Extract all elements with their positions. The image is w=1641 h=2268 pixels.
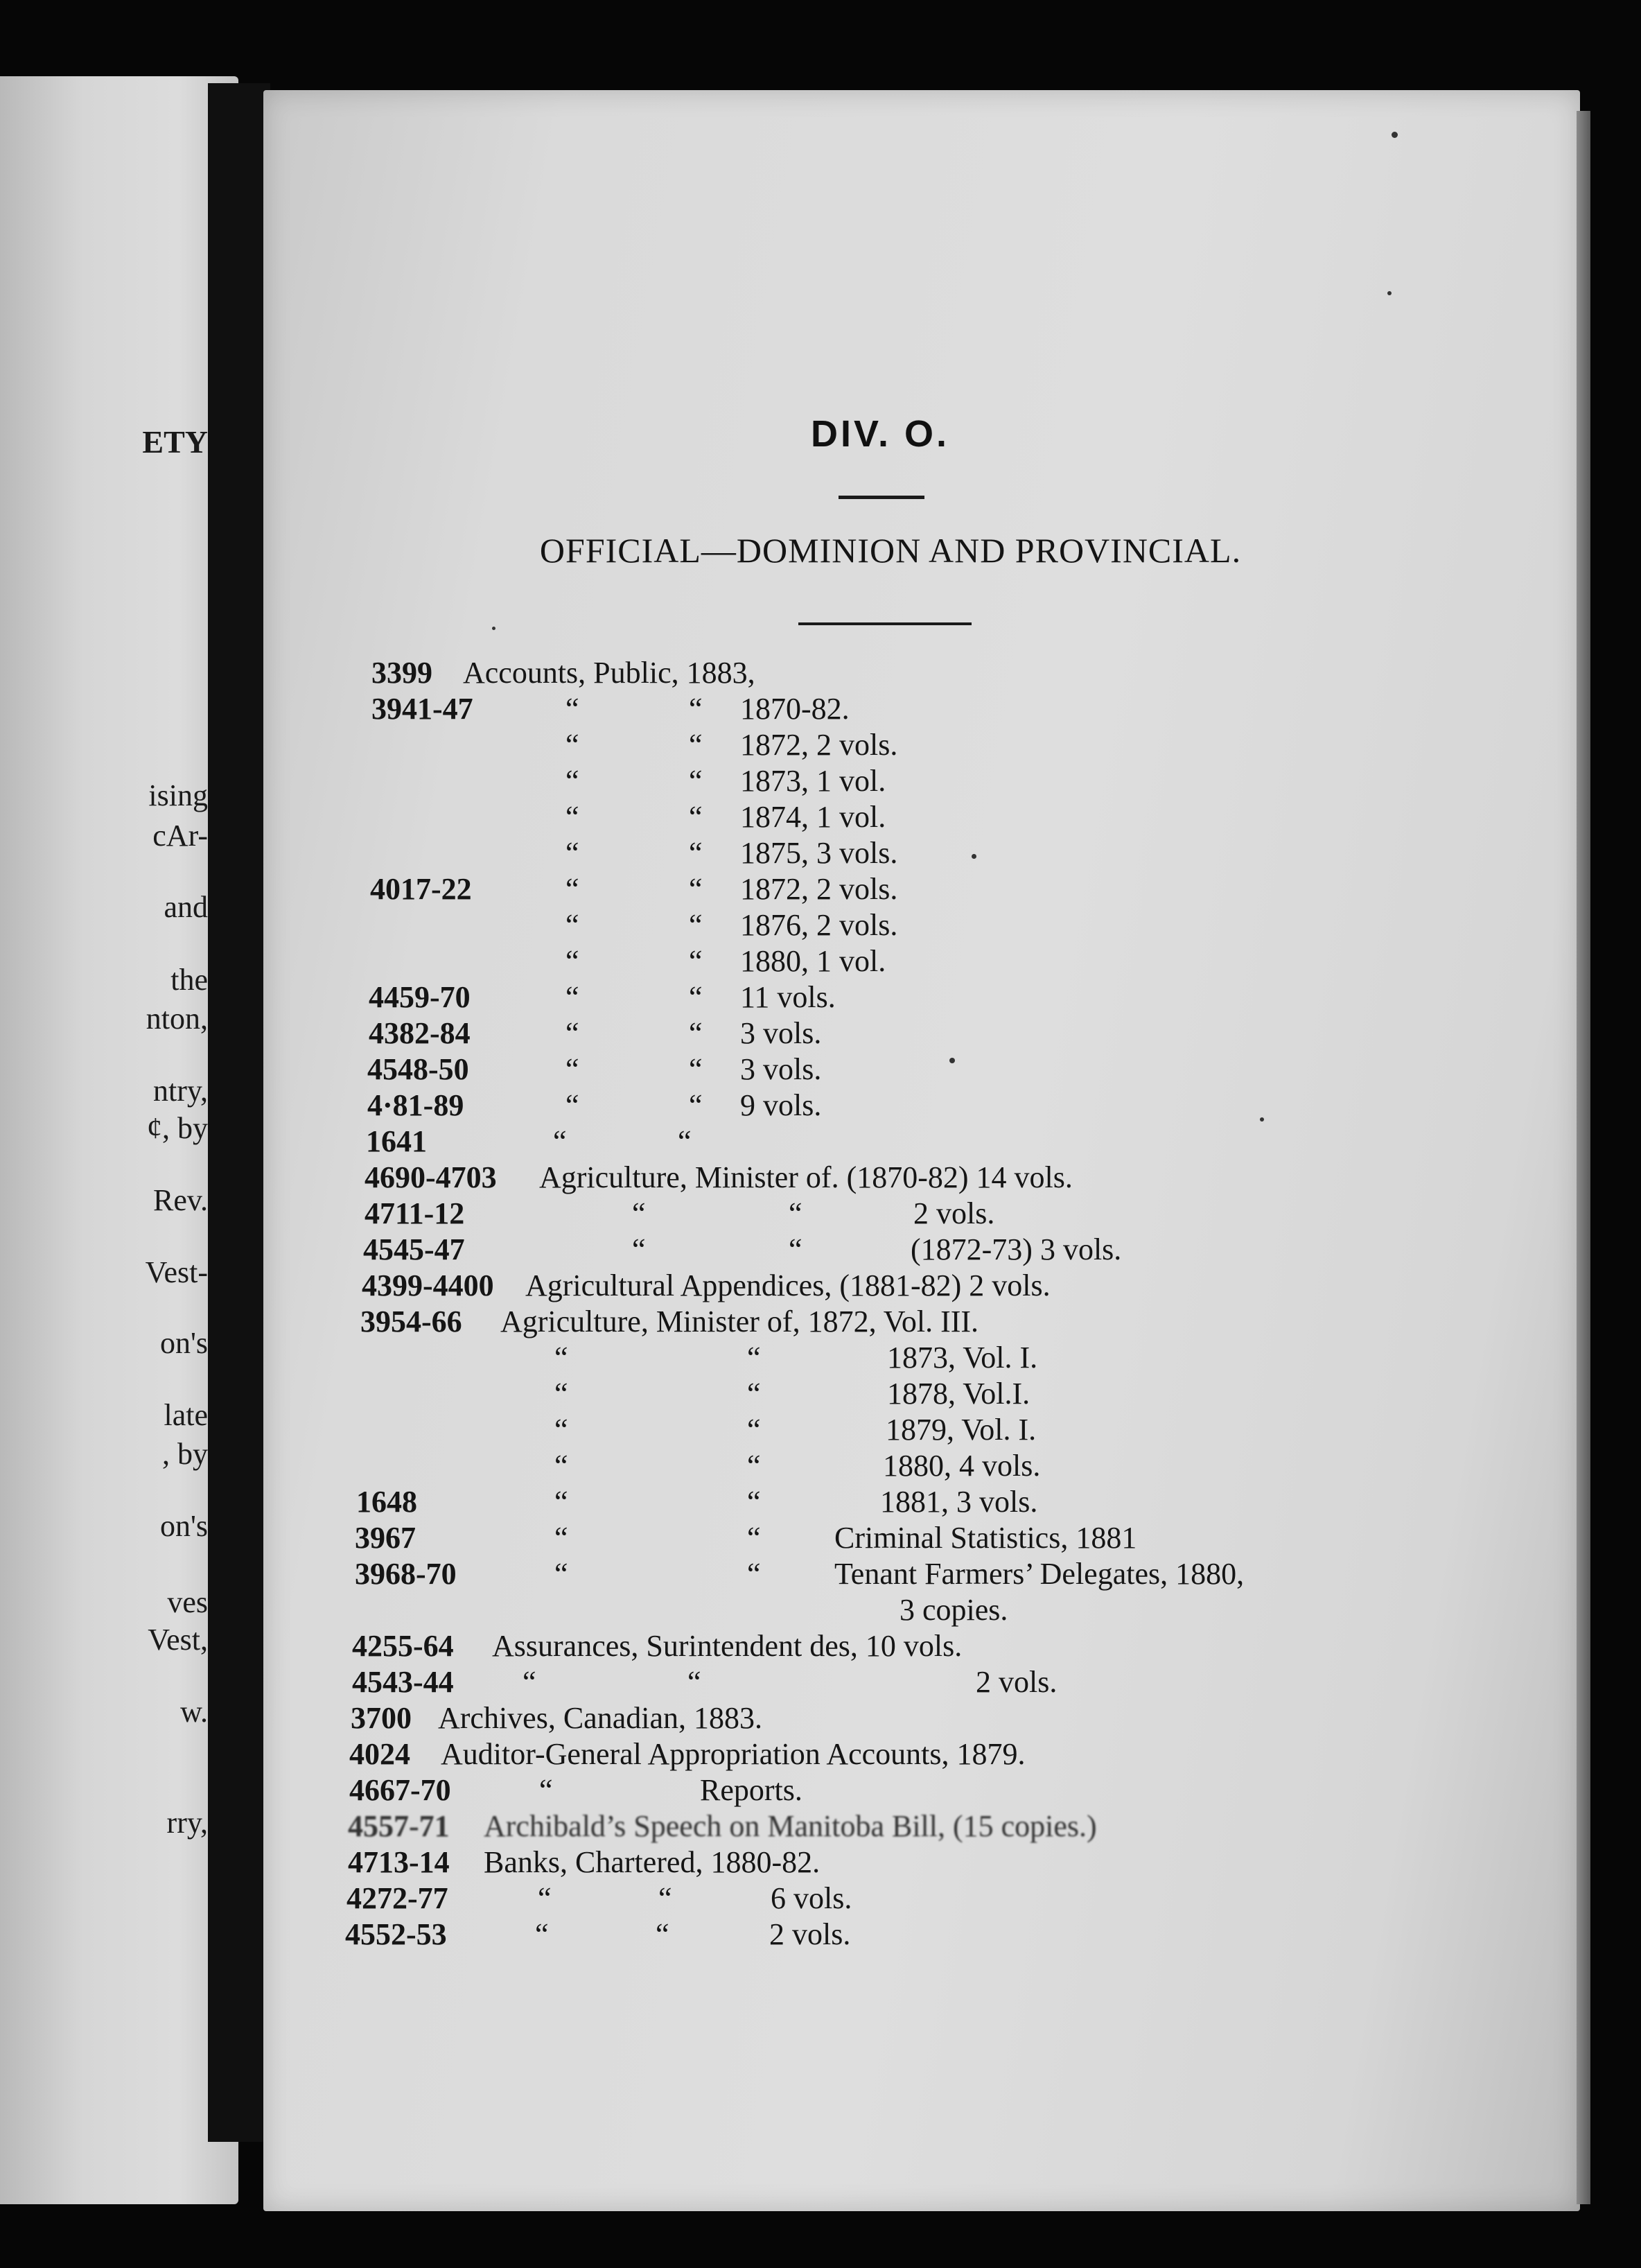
facing-page-fragment: cAr- (152, 819, 208, 853)
ditto-mark: “ (565, 1052, 579, 1086)
ditto-mark: “ (747, 1377, 761, 1411)
entry-number: 3941-47 (371, 692, 473, 726)
catalogue-entry (360, 1304, 1414, 1340)
catalogue-entry (370, 943, 1423, 979)
entry-title: Assurances, Surintendent des, 10 vols. (492, 1629, 963, 1663)
entry-detail: 2 vols. (913, 1196, 995, 1230)
heading-rule (798, 622, 972, 625)
entry-detail: 3 copies. (900, 1593, 1008, 1627)
facing-page-fragment: ¢, by (147, 1111, 208, 1145)
facing-page-fragment: the (170, 963, 208, 997)
entry-number: 1641 (366, 1124, 427, 1158)
entry-detail: 1875, 3 vols. (740, 836, 898, 870)
facing-page-fragment: rry, (166, 1806, 208, 1840)
ditto-mark: “ (789, 1232, 802, 1266)
ditto-mark: “ (554, 1485, 568, 1519)
entry-number: 4255-64 (352, 1629, 454, 1663)
ditto-mark: “ (565, 944, 579, 978)
ditto-mark: “ (689, 728, 703, 762)
ditto-mark: “ (747, 1413, 761, 1447)
entry-detail: 1874, 1 vol. (740, 800, 886, 834)
facing-page-fragment: ETY (142, 424, 208, 460)
catalogue-entry (348, 1844, 1401, 1881)
catalogue-entry (346, 1881, 1400, 1917)
ditto-mark: “ (535, 1917, 549, 1951)
entry-number: 3954-66 (360, 1305, 462, 1338)
ditto-mark: “ (632, 1196, 646, 1230)
entry-detail: 1873, Vol. I. (887, 1341, 1038, 1375)
ditto-mark: “ (747, 1341, 761, 1375)
entry-number: 4024 (349, 1737, 410, 1771)
facing-page-fragment: ves (167, 1585, 208, 1619)
catalogue-entry (345, 1917, 1398, 1953)
print-speck (1387, 291, 1392, 295)
entry-number: 4459-70 (369, 980, 471, 1014)
ditto-mark: “ (565, 764, 579, 798)
entry-title: Archives, Canadian, 1883. (438, 1701, 762, 1735)
facing-page-fragment: Rev. (152, 1183, 208, 1217)
entry-title: Accounts, Public, 1883, (463, 656, 755, 690)
catalogue-entry (349, 1772, 1403, 1808)
ditto-mark: “ (565, 692, 579, 726)
ditto-mark: “ (523, 1665, 536, 1699)
entry-detail: 1880, 1 vol. (740, 944, 886, 978)
catalogue-entry (365, 1196, 1418, 1232)
ditto-mark: “ (538, 1881, 552, 1915)
ditto-mark: “ (632, 1232, 646, 1266)
catalogue-entry (371, 655, 1425, 691)
entry-number: 3700 (351, 1701, 412, 1735)
entry-number: 4548-50 (367, 1052, 469, 1086)
entry-detail: 1880, 4 vols. (883, 1449, 1041, 1483)
division-title: DIV. O. (810, 413, 950, 455)
entry-detail: 1881, 3 vols. (880, 1485, 1038, 1519)
ditto-mark: “ (689, 836, 703, 870)
section-heading: OFFICIAL—DOMINION AND PROVINCIAL. (539, 531, 1242, 570)
facing-page-fragment: on's (159, 1326, 208, 1360)
ditto-mark: “ (789, 1196, 802, 1230)
facing-page-fragment: Vest, (148, 1623, 208, 1657)
book-gutter (208, 83, 270, 2142)
entry-number: 4667-70 (349, 1773, 451, 1807)
entry-detail: 3 vols. (740, 1052, 822, 1086)
entry-detail: 1878, Vol.I. (887, 1377, 1030, 1411)
print-speck (492, 627, 495, 630)
catalogue-entry (355, 1520, 1408, 1556)
entry-detail: 1872, 2 vols. (740, 728, 898, 762)
facing-page-fragment: late (164, 1398, 208, 1432)
ditto-mark: “ (656, 1917, 669, 1951)
entry-detail: 9 vols. (740, 1088, 822, 1122)
ditto-mark: “ (554, 1557, 568, 1591)
catalogue-entry (355, 1556, 1408, 1592)
entry-title: Agriculture, Minister of. (1870-82) 14 vols. (539, 1160, 1073, 1194)
entry-number: 4545-47 (363, 1232, 465, 1266)
entry-detail: 1873, 1 vol. (740, 764, 886, 798)
ditto-mark: “ (689, 872, 703, 906)
ditto-mark: “ (689, 764, 703, 798)
ditto-mark: “ (554, 1341, 568, 1375)
catalogue-entry (367, 1088, 1421, 1124)
ditto-mark: “ (565, 1088, 579, 1122)
catalogue-entry (362, 1268, 1415, 1304)
entry-detail: 3 vols. (740, 1016, 822, 1050)
catalogue-entry (366, 1124, 1419, 1160)
ditto-mark: “ (554, 1377, 568, 1411)
catalogue-entry (369, 1015, 1422, 1052)
entry-detail: 1876, 2 vols. (740, 908, 898, 942)
catalogue-entry (352, 1628, 1405, 1664)
ditto-mark: “ (553, 1124, 567, 1158)
entry-number: 4711-12 (365, 1196, 465, 1230)
catalogue-entry (351, 1700, 1404, 1736)
entry-title: Archibald’s Speech on Manitoba Bill, (15 copies.) (484, 1809, 1097, 1843)
ditto-mark: “ (689, 1052, 703, 1086)
ditto-mark: “ (747, 1485, 761, 1519)
ditto-mark: “ (689, 1016, 703, 1050)
ditto-mark: “ (689, 944, 703, 978)
entry-number: 3968-70 (355, 1557, 457, 1591)
ditto-mark: “ (565, 800, 579, 834)
entry-detail: 1870-82. (740, 692, 850, 726)
entry-detail: 2 vols. (976, 1665, 1058, 1699)
facing-page-fragment: ntry, (152, 1074, 208, 1108)
entry-title: Agriculture, Minister of, 1872, Vol. III. (500, 1305, 979, 1338)
catalogue-entry (371, 691, 1425, 727)
catalogue-entry (371, 799, 1425, 835)
entry-title: Banks, Chartered, 1880-82. (484, 1845, 820, 1879)
catalogue-entry (365, 1160, 1418, 1196)
catalogue-entry (371, 727, 1425, 763)
ditto-mark: “ (687, 1665, 701, 1699)
catalogue-entry (367, 1052, 1421, 1088)
facing-page-fragment: and (164, 890, 208, 924)
ditto-mark: “ (565, 728, 579, 762)
ditto-mark: “ (689, 908, 703, 942)
catalogue-entry (370, 871, 1423, 907)
catalogue-entry (349, 1736, 1403, 1772)
entry-number: 4713-14 (348, 1845, 450, 1879)
ditto-mark: “ (565, 908, 579, 942)
ditto-mark: “ (554, 1449, 568, 1483)
entry-detail: 1879, Vol. I. (886, 1413, 1037, 1447)
ditto-mark: “ (539, 1773, 553, 1807)
ditto-mark: “ (689, 692, 703, 726)
title-rule (839, 496, 924, 499)
facing-page-fragment: on's (159, 1509, 208, 1543)
ditto-mark: “ (689, 980, 703, 1014)
ditto-mark: “ (689, 800, 703, 834)
print-speck (1392, 132, 1398, 138)
entry-number: 4272-77 (346, 1881, 448, 1915)
entry-detail: 2 vols. (769, 1917, 851, 1951)
entry-title: Auditor-General Appropriation Accounts, 1879. (441, 1737, 1026, 1771)
entry-number: 4399-4400 (362, 1268, 494, 1302)
entry-number: 1648 (356, 1485, 417, 1519)
catalogue-entry (356, 1484, 1410, 1520)
catalogue-entry (369, 979, 1422, 1015)
entry-number: 3399 (371, 656, 432, 690)
ditto-mark: “ (689, 1088, 703, 1122)
entry-number: 4017-22 (370, 872, 472, 906)
facing-page-fragment: w. (180, 1695, 208, 1729)
catalogue-entry (358, 1448, 1411, 1484)
entry-detail: 1872, 2 vols. (740, 872, 898, 906)
facing-page-fragment: Vest- (145, 1255, 208, 1289)
ditto-mark: “ (554, 1521, 568, 1555)
entry-detail: Criminal Statistics, 1881 (834, 1521, 1137, 1555)
catalogue-entry (352, 1664, 1405, 1700)
entry-title: Agricultural Appendices, (1881-82) 2 vols. (525, 1268, 1051, 1302)
entry-number: 4543-44 (352, 1665, 454, 1699)
ditto-mark: “ (747, 1557, 761, 1591)
entry-number: 4382-84 (369, 1016, 471, 1050)
ditto-mark: “ (565, 872, 579, 906)
entry-detail: (1872-73) 3 vols. (911, 1232, 1122, 1266)
facing-page-fragment: ising (148, 778, 208, 812)
entry-detail: Tenant Farmers’ Delegates, 1880, (834, 1557, 1245, 1591)
ditto-mark: “ (747, 1521, 761, 1555)
ditto-mark: “ (565, 980, 579, 1014)
entry-number: 4557-71 (348, 1809, 450, 1843)
entry-number: 4690-4703 (365, 1160, 497, 1194)
ditto-mark: “ (554, 1413, 568, 1447)
catalogue-entry (370, 907, 1423, 943)
entry-detail: 6 vols. (771, 1881, 852, 1915)
facing-page-fragment: , by (162, 1437, 208, 1471)
ditto-mark: “ (565, 836, 579, 870)
entry-detail: 11 vols. (740, 980, 836, 1014)
catalogue-entry (360, 1340, 1414, 1376)
catalogue-entry (371, 835, 1425, 871)
catalogue-entry (348, 1808, 1401, 1844)
facing-page-fragment: nton, (146, 1002, 208, 1036)
catalogue-entry (358, 1412, 1411, 1448)
page-edge (1577, 111, 1590, 2204)
entry-number: 4·81-89 (367, 1088, 464, 1122)
catalogue-entry (363, 1232, 1416, 1268)
entry-detail: Reports. (700, 1773, 802, 1807)
entry-number: 4552-53 (345, 1917, 447, 1951)
catalogue-entry (359, 1376, 1412, 1412)
catalogue-entry (355, 1592, 1408, 1628)
catalogue-entry (371, 763, 1425, 799)
ditto-mark: “ (565, 1016, 579, 1050)
ditto-mark: “ (678, 1124, 692, 1158)
entry-number: 3967 (355, 1521, 416, 1555)
ditto-mark: “ (658, 1881, 672, 1915)
ditto-mark: “ (747, 1449, 761, 1483)
